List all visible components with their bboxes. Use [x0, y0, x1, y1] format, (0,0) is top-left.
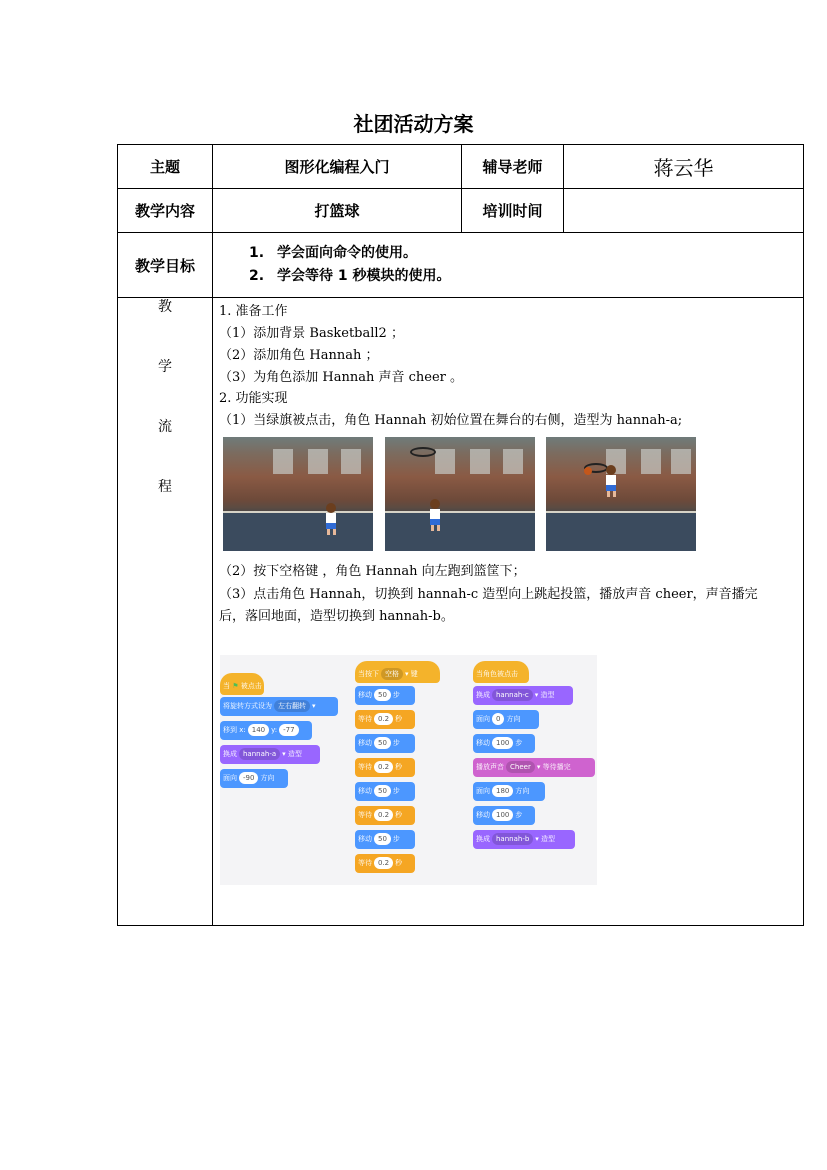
- content-value: 打篮球: [213, 189, 462, 233]
- switch-costume-block: 换成 hannah-b ▾ 造型: [473, 830, 575, 849]
- process-line: 2. 功能实现: [219, 391, 288, 406]
- move-steps-block: 移动 100 步: [473, 806, 535, 825]
- topic-label: 主题: [118, 145, 213, 189]
- stage-screenshot-3: [546, 437, 696, 551]
- point-direction-block: 面向 0 方向: [473, 710, 539, 729]
- move-steps-block: 移动 100 步: [473, 734, 535, 753]
- move-steps-block: 移动 50 步: [355, 734, 415, 753]
- process-content: [213, 298, 804, 926]
- time-value: [564, 189, 804, 233]
- wait-block: 等待 0.2 秒: [355, 806, 415, 825]
- switch-costume-block: 换成 hannah-a ▾ 造型: [220, 745, 320, 764]
- wait-block: 等待 0.2 秒: [355, 854, 415, 873]
- point-direction-block: 面向 180 方向: [473, 782, 545, 801]
- goal-item: 2. 学会等待 1 秒模块的使用。: [249, 268, 451, 284]
- teacher-label: 辅导老师: [462, 145, 564, 189]
- process-line: （3）点击角色 Hannah，切换到 hannah-c 造型向上跳起投篮，播放声音 cheer，声音播完: [219, 587, 758, 602]
- switch-costume-block: 换成 hannah-c ▾ 造型: [473, 686, 573, 705]
- process-line: 后，落回地面，造型切换到 hannah-b。: [219, 609, 454, 624]
- scratch-code-screenshot: [220, 655, 597, 885]
- process-line: （2）添加角色 Hannah ；: [219, 348, 379, 363]
- goal-item: 1. 学会面向命令的使用。: [249, 245, 417, 261]
- goto-xy-block: 移到 x: 140 y: -77: [220, 721, 312, 740]
- green-flag-hat-block: 当 ⚑ 被点击: [220, 673, 264, 695]
- key-pressed-hat-block: 当按下 空格 ▾ 键: [355, 661, 440, 683]
- point-direction-block: 面向 -90 方向: [220, 769, 288, 788]
- process-line: （1）添加背景 Basketball2 ；: [219, 326, 404, 341]
- process-line: （1）当绿旗被点击，角色 Hannah 初始位置在舞台的右侧，造型为 hannah-a;: [219, 413, 683, 428]
- process-line: （3）为角色添加 Hannah 声音 cheer 。: [219, 370, 464, 385]
- topic-value: 图形化编程入门: [213, 145, 462, 189]
- move-steps-block: 移动 50 步: [355, 830, 415, 849]
- goals-list: [213, 233, 804, 298]
- wait-block: 等待 0.2 秒: [355, 758, 415, 777]
- content-label: 教学内容: [118, 189, 213, 233]
- green-flag-icon: ⚑: [232, 682, 239, 690]
- process-label: 教 学 流 程: [118, 298, 213, 926]
- document-title: 社团活动方案: [353, 112, 474, 136]
- rotation-style-block: 将旋转方式设为 左右翻转 ▾: [220, 697, 338, 716]
- process-line: 1. 准备工作: [219, 304, 288, 319]
- stage-screenshot-2: [385, 437, 535, 551]
- time-label: 培训时间: [462, 189, 564, 233]
- process-line: （2）按下空格键 ，角色 Hannah 向左跑到篮筐下；: [219, 564, 526, 579]
- teacher-value: 蒋云华: [564, 145, 804, 189]
- move-steps-block: 移动 50 步: [355, 686, 415, 705]
- play-sound-until-done-block: 播放声音 Cheer ▾ 等待播完: [473, 758, 595, 777]
- activity-plan-table: [117, 144, 804, 926]
- stage-screenshot-1: [223, 437, 373, 551]
- move-steps-block: 移动 50 步: [355, 782, 415, 801]
- sprite-clicked-hat-block: 当角色被点击: [473, 661, 529, 683]
- goals-label: 教学目标: [118, 233, 213, 298]
- wait-block: 等待 0.2 秒: [355, 710, 415, 729]
